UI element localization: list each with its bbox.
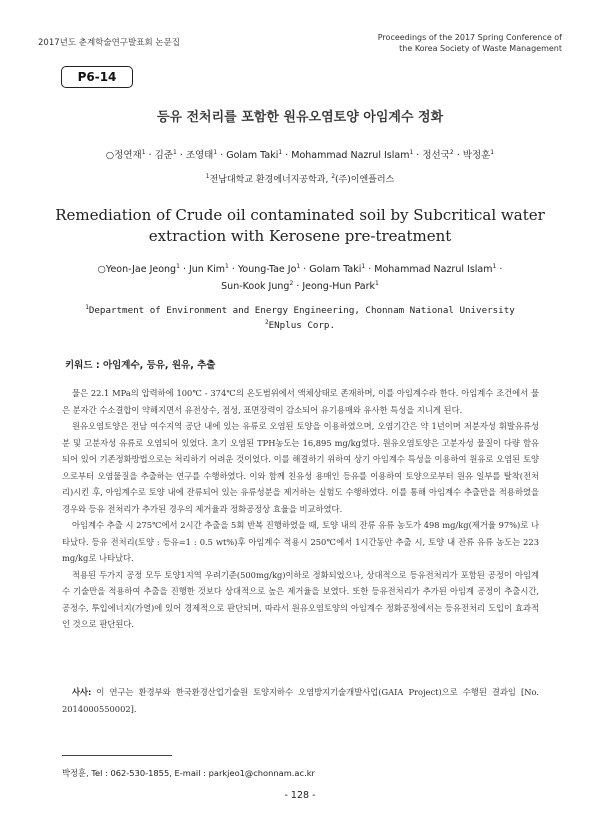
korean-affiliation bbox=[0, 172, 600, 185]
running-header-right-line2: the Korea Society of Waste Management bbox=[399, 44, 562, 53]
author-name: Mohammad Nazrul Islam bbox=[291, 150, 410, 161]
author-affil-sup: 2 bbox=[289, 279, 294, 287]
author-affil-sup: 1 bbox=[375, 279, 379, 287]
english-author bbox=[221, 281, 293, 292]
korean-author bbox=[463, 150, 494, 161]
keywords: 키워드 : 아임계수, 등유, 원유, 추출 bbox=[65, 360, 216, 371]
korean-author-list: ○정연재$^1$ · 김준$^1$ · 조영태$^1$ · Golam Taki$^1$ · Mohammad Nazrul Islam$^1$ · 정선국$^2$ · 박정훈$^1$ bbox=[105, 148, 495, 161]
korean-author bbox=[106, 150, 146, 161]
footnote-divider bbox=[62, 755, 172, 756]
affil-text: (주)이엔플러스 bbox=[335, 175, 395, 185]
korean-author bbox=[422, 150, 453, 161]
english-title: Remediation of Crude oil contaminated soil by Subcritical water extraction with Kerosene pre-treatment bbox=[55, 206, 545, 245]
corresponding-author-footnote: 박정훈, Tel : 062-530-1855, E-mail : parkjeo1@chonnam.ac.kr bbox=[62, 768, 315, 778]
author-name: Sun-Kook Jung bbox=[221, 281, 290, 292]
author-affil-sup: 1 bbox=[278, 148, 283, 156]
affil-sup: 2 bbox=[331, 173, 336, 180]
author-affil-sup: 1 bbox=[409, 148, 414, 156]
acknowledgement-label: 사사: bbox=[72, 687, 92, 697]
english-affiliation-line2 bbox=[40, 318, 560, 333]
korean-author bbox=[226, 150, 282, 161]
author-affil-sup: 1 bbox=[141, 148, 146, 156]
korean-author bbox=[291, 150, 413, 161]
author-name: Jun Kim bbox=[188, 264, 225, 275]
korean-title: 등유 전처리를 포함한 원유오염토양 아임계수 정화 bbox=[156, 110, 444, 125]
author-affil-sup: 1 bbox=[176, 262, 180, 270]
author-name: ○Yeon-Jae Jeong bbox=[97, 264, 177, 275]
english-author bbox=[302, 281, 379, 292]
author-name: Mohammad Nazrul Islam bbox=[374, 264, 493, 275]
author-affil-sup: 1 bbox=[490, 148, 495, 156]
affil-text: ENplus Corp. bbox=[268, 320, 335, 331]
affil-sup: 1 bbox=[85, 303, 89, 311]
acknowledgement bbox=[62, 684, 539, 718]
body-paragraph: 원유오염토양은 전남 여수지역 공단 내에 있는 유류로 오염된 토양을 이용하였으며, 오염기간은 약 1년이며 저분자성 휘발유류성분 및 고분자성 유류로 오염되어 있었다. 초기 오염된 TPH농도는 16,895 mg/kg였다. 원유오염토양은 고분자성 물질이 다량 함유되어 있어 기존정화방법으로는 처리하기 어려운 것이었다. 이를 해결하기 위하여 상기 아임계수 특성을 이용하여 원유로 오염된 토양으로부터 오염물질을 추출하는 연구를 수행하였다. 이와 함께 친유성 용매인 등유를 이용하여 토양으로부터 원유 일부를 탈착(전처리)시킨 후, 아임계수로 토양 내에 잔류되어 있는 유류성분을 제거하는 실험도 수행하였다. 이를 통해 아임계수 추출만을 적용하였을 경우와 등유 전처리가 추가된 경우의 제거율과 정화공정상 효율을 비교하였다. bbox=[62, 421, 539, 514]
author-name: Golam Taki bbox=[226, 150, 279, 161]
author-affil-sup: 1 bbox=[172, 148, 177, 156]
author-affil-sup: 1 bbox=[296, 262, 301, 270]
abstract-body bbox=[62, 385, 539, 633]
korean-author bbox=[155, 150, 177, 161]
body-paragraph: 적용된 두가지 공정 모두 토양1지역 우려기준(500mg/kg)이하로 정화되었으나, 상대적으로 등유전처리가 포함된 공정이 아임계수 기술만을 적용하여 추출을 진행한 것보다 상대적으로 높은 제거율을 보였다. 또한 등유전처리가 추가된 아임계 공정이 추출시간, 공정수, 투입에너지(가열)에 있어 경제적으로 판단되며, 따라서 원유오염토양의 아임계수 정화공정에서는 등유전처리 도입이 효과적인 것으로 판단된다. bbox=[62, 569, 539, 629]
affil-text: 전남대학교 환경에너지공학과, bbox=[209, 175, 329, 185]
english-author bbox=[374, 264, 496, 275]
running-header-right bbox=[322, 32, 562, 54]
author-affil-sup: 1 bbox=[361, 262, 366, 270]
page-number: - 128 - bbox=[284, 790, 316, 801]
author-name: Golam Taki bbox=[309, 264, 362, 275]
author-affil-sup: 1 bbox=[224, 262, 229, 270]
author-name: 정선국 bbox=[422, 150, 450, 161]
author-affil-sup: 1 bbox=[492, 262, 497, 270]
author-name: Jeong-Hun Park bbox=[302, 281, 376, 292]
english-author bbox=[309, 264, 365, 275]
english-affiliation-line1 bbox=[40, 303, 560, 318]
author-name: 조영태 bbox=[185, 150, 214, 161]
english-author bbox=[98, 264, 180, 275]
acknowledgement-text: 이 연구는 환경부와 한국환경산업기술원 토양지하수 오염방지기술개발사업(GAIA Project)으로 수행된 결과임 [No. 2014000550002]. bbox=[62, 687, 539, 714]
english-author bbox=[238, 264, 300, 275]
body-paragraph: 아임계수 추출 시 275℃에서 2시간 추출을 5회 반복 진행하였을 때, 토양 내의 잔류 유류 농도가 498 mg/kg(제거율 97%)로 나타났다. 등유 전처리(토양 : 등유=1 : 0.5 wt%)후 아임계수 적용시 250℃에서 1시간동안 추출 시, 토양 내 잔류 유류 농도는 223 mg/kg로 나타났다. bbox=[62, 520, 539, 563]
english-author-list: ○Yeon-Jae Jeong$^1$ · Jun Kim$^1$ · Young-Tae $Jo^1$ · Golam Taki$^1$ · Mohammad Nazrul Islam$^1$ · Sun-Kook Jung$^2$ · Jeong-Hun Park$^1$ bbox=[97, 262, 503, 292]
body-paragraph: 물은 22.1 MPa의 압력하에 100℃ - 374℃의 온도범위에서 액체상태로 존재하며, 이를 아임계수라 한다. 아임계수 조건에서 물은 분자간 수소결합이 약해지면서 유전상수, 점성, 표면장력이 감소되어 유기용매와 유사한 특성을 지니게 된다. bbox=[62, 388, 539, 415]
author-affil-sup: 1 bbox=[213, 148, 218, 156]
english-author bbox=[189, 264, 229, 275]
paper-code-badge: P6-14 bbox=[61, 66, 133, 88]
author-name: Young-Tae Jo bbox=[237, 264, 297, 275]
affil-sup: 1 bbox=[205, 173, 210, 180]
author-affil-sup: 2 bbox=[449, 148, 454, 156]
english-affiliation bbox=[40, 303, 560, 333]
korean-author bbox=[186, 150, 217, 161]
author-name: 김준 bbox=[154, 150, 173, 161]
running-header-right-line1: Proceedings of the 2017 Spring Conference of bbox=[377, 33, 562, 42]
affil-text: Department of Environment and Energy Engineering, Chonnam National University bbox=[88, 305, 515, 316]
running-header-left: 2017년도 춘계학술연구발표회 논문집 bbox=[38, 38, 180, 48]
author-name: 박정훈 bbox=[462, 150, 491, 161]
author-name: ○정연재 bbox=[105, 150, 142, 161]
affil-sup: 2 bbox=[264, 318, 269, 326]
